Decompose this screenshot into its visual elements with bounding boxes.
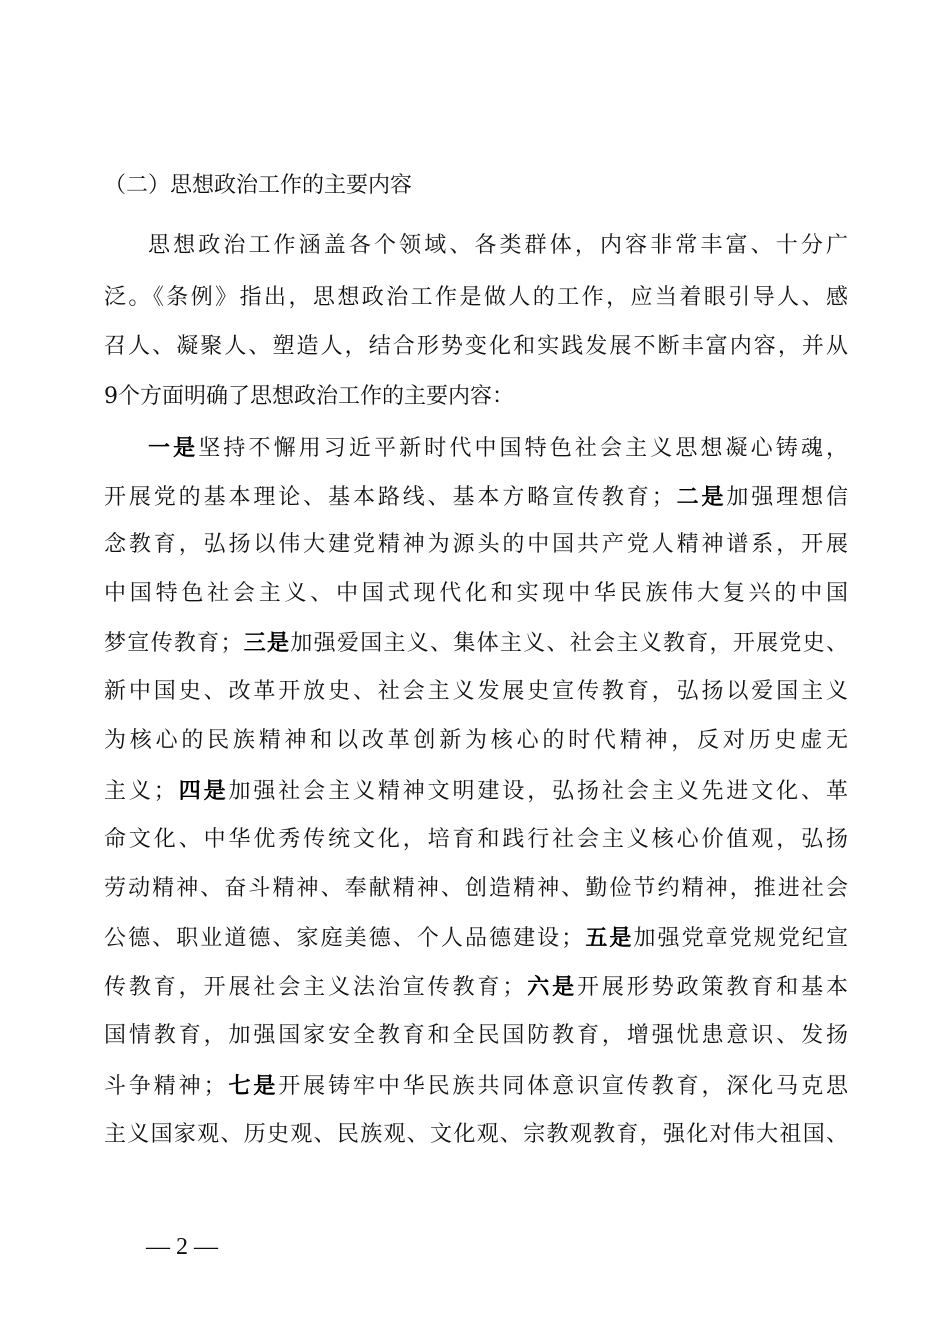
line-text: 劳动精神、奋斗精神、奉献精神、创造精神、勤俭节约精神，推进社会 [104,876,848,901]
line-text: 斗争精神； [104,1074,226,1099]
paragraph-line [104,528,848,562]
paragraph-line [104,724,848,758]
line-text: 召人、凝聚人、塑造人，结合形势变化和实践发展不断丰富内容，并从 [104,334,848,359]
line-text: 中国特色社会主义、中国式现代化和实现中华民族伟大复兴的中国 [104,581,848,606]
paragraph-line [104,970,848,1004]
line-text: 加强党章党规党纪宣 [633,926,848,951]
bold-enumerator: 四是 [175,778,229,804]
paragraph-line [104,921,848,955]
line-text: 开展形势政策教育和基本 [577,975,848,1000]
line-text: 9个方面明确了思想政治工作的主要内容： [104,384,514,409]
paragraph-line [104,626,848,660]
paragraph-line [104,577,848,611]
bold-enumerator: 二是 [673,484,727,510]
bold-enumerator: 六是 [524,974,578,1000]
line-text: 新中国史、改革开放史、社会主义发展史宣传教育，弘扬以爱国主义 [104,679,848,704]
paragraph-line [104,480,848,514]
line-text: 开展党的基本理论、基本路线、基本方略宣传教育； [104,485,674,510]
line-text: 为核心的民族精神和以改革创新为核心的时代精神，反对历史虚无 [104,728,848,753]
bold-enumerator: 一是 [148,435,199,461]
paragraph-line [104,675,848,709]
page-number: — 2 — [146,1234,218,1260]
line-text: 思想政治工作涵盖各个领域、各类群体，内容非常丰富、十分广 [148,233,848,258]
line-text: 泛。《条例》指出，思想政治工作是做人的工作，应当着眼引导人、感 [104,285,848,310]
paragraph-line [104,1019,848,1053]
line-text: 公德、职业道德、家庭美德、个人品德建设； [104,926,584,951]
paragraph-line [104,774,848,808]
paragraph-line [104,872,848,906]
paragraph-line [148,229,848,263]
line-text: （二）思想政治工作的主要内容 [104,173,413,198]
line-text: 主义国家观、历史观、民族观、文化观、宗教观教育，强化对伟大祖国、 [104,1122,848,1147]
paragraph-line [104,1069,848,1103]
paragraph-line [104,281,848,315]
bold-enumerator: 七是 [225,1073,279,1099]
paragraph-line [104,823,848,857]
line-text: 国情教育，加强国家安全教育和全民国防教育，增强忧患意识、发扬 [104,1023,848,1048]
line-text: 加强社会主义精神文明建设，弘扬社会主义先进文化、革 [228,779,848,804]
line-text: 开展铸牢中华民族共同体意识宣传教育，深化马克思 [278,1074,848,1099]
line-text: 传教育，开展社会主义法治宣传教育； [104,975,525,1000]
paragraph-line [148,431,848,465]
line-text: 主义； [104,779,176,804]
bold-enumerator: 三是 [242,630,291,656]
paragraph-line [104,1118,848,1152]
section-heading [104,169,848,203]
line-text: 坚持不懈用习近平新时代中国特色社会主义思想凝心铸魂， [198,436,848,461]
paragraph-line [104,380,848,414]
line-text: 加强理想信 [726,485,848,510]
line-text: 念教育，弘扬以伟大建党精神为源头的中国共产党人精神谱系，开展 [104,532,848,557]
line-text: 命文化、中华优秀传统文化，培育和践行社会主义核心价值观，弘扬 [104,827,848,852]
line-text: 梦宣传教育； [104,631,243,656]
bold-enumerator: 五是 [583,925,634,951]
paragraph-line [104,330,848,364]
line-text: 加强爱国主义、集体主义、社会主义教育，开展党史、 [290,631,848,656]
